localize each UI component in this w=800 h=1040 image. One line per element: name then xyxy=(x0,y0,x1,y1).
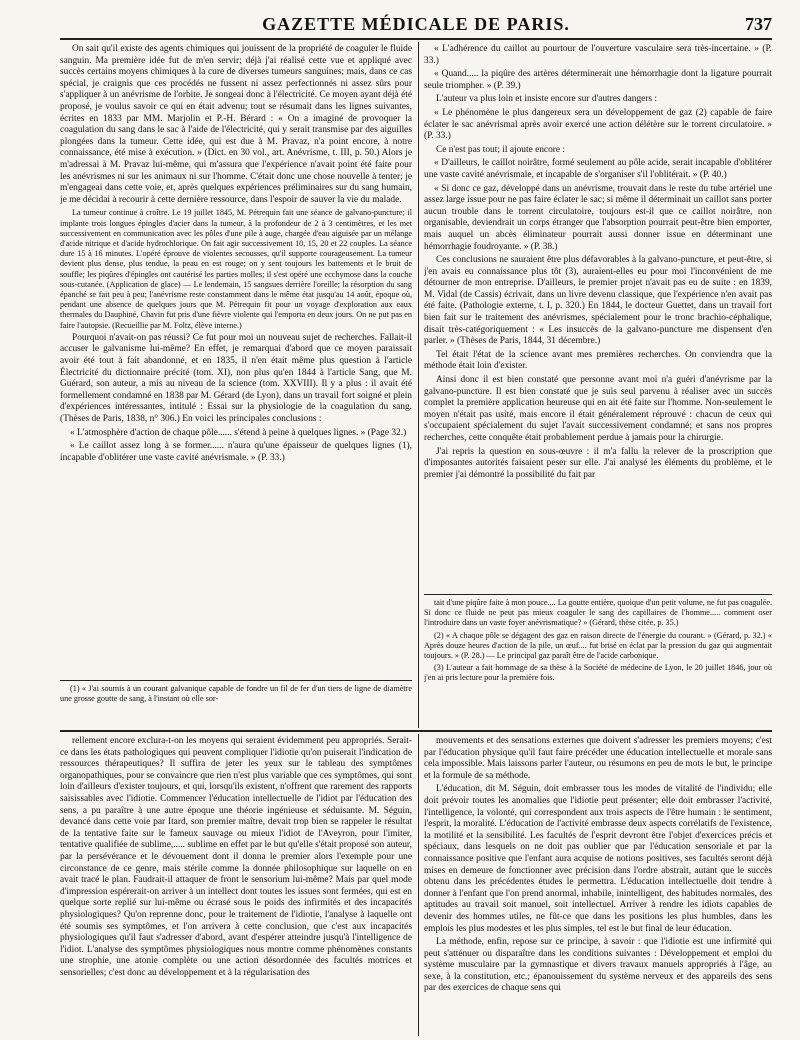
lower-right-column xyxy=(424,736,772,1036)
footnote: (3) L'auteur a fait hommage de sa thèse à la Société de médecine de Lyon, le 20 juillet 1846, jour où j'en ai pris lecture pour la première fois. xyxy=(424,663,772,683)
section-rule xyxy=(60,730,772,732)
upper-right-column xyxy=(424,44,772,590)
page-number: 737 xyxy=(745,14,772,34)
paragraph: L'auteur va plus loin et insiste encore sur d'autres dangers : xyxy=(436,94,658,105)
lower-left-column xyxy=(60,736,412,1036)
column-divider xyxy=(418,42,419,728)
footnote: tait d'une piqûre faite à mon pouce.... La goutte entière, quoique d'un petit volume, ne fut pas coagulée. Si donc ce fluide ne peut pas mieux coaguler le sang des capillaires de l'homme..... comment oser l'introduire dans un vaste foyer anévrismatique? » (Gérard, thèse citée, p. 35.) xyxy=(424,598,772,628)
footnote-rule xyxy=(60,680,412,681)
footnote-rule xyxy=(424,594,772,595)
paragraph: Ces conclusions ne sauraient être plus défavorables à la galvano-puncture, et peut-être, si j'en avais eu connaissance plus tôt (3), auraient-elles eu pour moi l'inconvénient de me détourner de mon entreprise. D'ailleurs, le premier projet n'avait pas eu de suite : en 1839, M. Vidal (de Cassis) écrivait, dans un livre devenu classique, que l'expérience n'en avait pas été faite. (Pathologie externe, t. I, p. 320.) En 1844, le docteur Guettet, dans un travail fort bien fait sur le traitement des anévrismes, spécialement pour le tronc brachio-céphalique, disait très-catégoriquement : « Les insuccès de la galvano-puncture me dispensent d'en parler. » (Thèses de Paris, 1844, 31 décembre.) xyxy=(424,255,772,347)
quotation: « L'adhérence du caillot au pourtour de l'ouverture vasculaire sera très-incertaine. » (P. 33.) xyxy=(424,44,772,66)
page-header xyxy=(60,14,772,40)
paragraph: Tel était l'état de la science avant mes premières recherches. On conviendra que la méthode était loin d'exister. xyxy=(424,349,772,372)
paragraph: Ce n'est pas tout; il ajoute encore : xyxy=(436,144,565,155)
footnotes-right xyxy=(424,598,772,726)
quotation: « Si donc ce gaz, développé dans un anévrisme, trouvait dans le reste du tube artériel une assez large issue pour ne pas faire éclater le sac; si même il déterminait un caillot sans porter aucun trouble dans le torrent circulatoire, toujours est-il que ce caillot noirâtre, non organisable, deviendrait un corps étranger que l'absorption pourrait peut-être bien emporter, mais auquel un abcès éliminateur pourrait aussi donner issue en déterminant une hémorrhagie foudroyante. » (P. 38.) xyxy=(424,183,772,252)
running-title: GAZETTE MÉDICALE DE PARIS. xyxy=(262,14,570,34)
quotation: « Le phénomène le plus dangereux sera un développement de gaz (2) capable de faire éclater le sac anévrismal après avoir exercé une action délétère sur le torrent circulatoire. » (P. 33.) xyxy=(424,107,772,142)
case-report: La tumeur continue à croître. Le 19 juillet 1845, M. Pétrequin fait une séance de galvano-puncture; il implante trois longues épingles d'acier dans la tumeur, à la profondeur de 2 à 3 centimètres, et les met successivement en communication avec les pôles d'une pile à auge, chargée d'eau aiguisée par un mélange d'acide nitrique et d'acide hydrochlorique. On fait agir successivement 10, 15, 20 et 22 couples. La séance dure 15 à 16 minutes. L'opéré éprouve de violentes secousses, qu'il supporte courageusement. La tumeur devient plus dense, plus tendue, la peau en est rouge; on y sent toujours les battements et le bruit de souffle; les piqûres d'épingles ont cautérisé les parties molles; il s'est opéré une ecchymose dans la couche sous-cutanée. (Application de glace) — Le lendemain, 15 sangsues derrière l'oreille; la résorption du sang épanché se fait peu à peu; l'anévrisme reste constamment dans le même état jusqu'au 14 août, époque où, pendant une absence de quelques jours que M. Pétrequin fit pour un voyage d'exploration aux eaux thermales du Dauphiné, Chavin fut pris d'une fièvre violente qui l'emporta en deux jours. On ne put pas en faire l'autopsie. (Recueillie par M. Foltz, élève interne.) xyxy=(60,208,412,330)
paragraph: J'ai repris la question en sous-œuvre : il m'a fallu la relever de la proscription que d'imposantes autorités faisaient peser sur elle. J'ai analysé les éléments du problème, et le premier j'ai démontré la possibilité du fait par xyxy=(424,446,772,480)
footnote: (2) « A chaque pôle se dégagent des gaz en raison directe de l'énergie du courant. » (Gérard, p. 32.) « Après douze heures d'action de la pile, un œuf.... fut brisé en éclat par la pression du gaz qui augmentait toujours. » (P. 28.) — Le principal gaz paraît être de l'acide carbonique. xyxy=(424,630,772,661)
quotation: « Le caillot assez long à se former...... n'aura qu'une épaisseur de quelques lignes (1), incapable d'oblitérer une vaste cavité anévrismale. » (P. 33.) xyxy=(60,441,412,463)
header-rule xyxy=(60,38,772,40)
paragraph: La méthode, enfin, repose sur ce principe, à savoir : que l'idiotie est une infirmité qui peut s'atténuer ou disparaître dans les conditions suivantes : Développement et emploi du système musculaire par la gymnastique et divers travaux manuels appropriés à l'âge, au sexe, à la constitution, etc.; épanouissement du système nerveux et des appareils des sens par des exercices de chaque sens qui xyxy=(424,937,772,994)
paragraph: Pourquoi n'avait-on pas réussi? Ce fut pour moi un nouveau sujet de recherches. Fallait-il accuser le galvanisme lui-même? En effet, je remarquai d'abord que ce moyen paraissait avoir été tout à fait abandonné, et en 1835, il n'en était même plus question à l'article Électricité du dictionnaire précité (tom. XI), non plus qu'en 1844 à l'article Sang, que M. Guérard, son auteur, a mis au niveau de la science (tom. XXVIII). Il y a plus : il avait été formellement condamné en 1838 par M. Gérard (de Lyon), dans un travail fort soigné et plein d'expériences intéressantes, intitulé : Essai sur la physiologie de la coagulation du sang. (Thèses de Paris, 1838, n° 306.) En voici les principales conclusions : xyxy=(60,332,412,424)
paragraph: On sait qu'il existe des agents chimiques qui jouissent de la propriété de coaguler le fluide sanguin. Ma première idée fut de m'en servir; déjà j'ai réalisé cette vue et appliqué avec succès certains moyens chimiques à la cure de diverses tumeurs sanguines; mais, dans ce cas spécial, je craignis que ces procédés ne fussent ni assez perfectionnés ni assez sûrs pour s'appliquer à un anévrisme de l'orbite. Je songeai donc à l'électricité. Ce moyen ayant déjà été proposé, je voulus savoir ce qui en était advenu; tout se résumait dans les lignes suivantes, écrites en 1833 par MM. Marjolin et P.-H. Bérard : « On a imaginé de provoquer la coagulation du sang dans le sac à l'aide de l'électricité, qui y serait transmise par des aiguilles plongées dans la tumeur. Cette idée, qui est due à M. Pravaz, n'a point encore, à notre connaissance, été mise à exécution. » (Dict. en 30 vol., art. Anévrisme, t. III, p. 50.) Alors je m'adressai à M. Pravaz lui-même, qui m'assura que l'expérience n'avait point été faite pour les anévrismes ni sur les animaux ni sur l'homme. C'était donc une chose nouvelle à tenter; je m'engageai dans cette voie, et, après quelques expériences préliminaires sur du sang humain, je me décidai à recourir à cette dernière ressource, dans l'espoir de sauver la vie du malade. xyxy=(60,44,412,205)
footnote: (1) « J'ai soumis à un courant galvanique capable de fondre un fil de fer d'un tiers de ligne de diamètre une grosse goutte de sang, à l'instant où elle sor- xyxy=(60,684,412,704)
paragraph: Ainsi donc il est bien constaté que personne avant moi n'a guéri d'anévrisme par la galvano-puncture. Il est bien constaté que je suis seul parvenu à réaliser avec un succès complet la première application heureuse qui en ait été faite sur l'homme. Non-seulement le moyen n'était pas usité, mais encore il était généralement réprouvé : chacun de ceux qui s'occupaient spécialement du sujet l'avait successivement condamné; et sans nos propres recherches, cette conquête était probablement perdue à jamais pour la chirurgie. xyxy=(424,375,772,443)
quotation: « Quand..... la piqûre des artères déterminerait une hémorrhagie dont la ligature pourrait seule triompher. » (P. 39.) xyxy=(424,69,772,91)
column-divider xyxy=(418,734,419,1036)
quotation: « L'atmosphère d'action de chaque pôle...... s'étend à peine à quelques lignes. » (Page 32.) xyxy=(70,427,407,438)
footnotes-left xyxy=(60,684,412,726)
paragraph: mouvements et des sensations externes que doivent s'adresser les premiers moyens; c'est par l'éducation physique qu'il faut faire précéder une éducation intellectuelle et morale sans cela impossible. Mais laissons parler l'auteur, ou résumons en peu de mots le but, le principe et la formule de sa méthode. xyxy=(424,736,772,781)
paragraph: rellement encore exclura-t-on les moyens qui seraient évidemment peu appropriés. Serait-ce dans les états pathologiques qui peuvent compliquer l'idiotie qu'on puiserait l'indication de ressources thérapeutiques? Il suffira de jeter les yeux sur le tableau des symptômes organopathiques, pour se convaincre que rien n'est plus variable que ces symptômes, qui sont loin d'ailleurs d'exister toujours, et qui, lorsqu'ils existent, n'offrent que rarement des rapports saisissables avec l'idiotie. Commencer l'éducation intellectuelle de l'idiot par l'éducation des sens, a pu paraître à une autre époque une théorie ingénieuse et séduisante. M. Séguin, devancé dans cette voie par Itard, son premier maître, devait trop bien se rappeler le résultat de la tentative faite sur le fameux sauvage ou mieux l'idiot de l'Aveyron, pour l'imiter, tentative qualifiée de sublime,..... sublime en effet par le but qu'elle s'était proposé son auteur, par la persévérance et le dévouement dont il donna le premier alors l'exemple pour une circonstance de ce genre, mais stérile comme la donnée philosophique sur laquelle on en avait tracé le plan. Faudrait-il attaquer de front le sensorium lui-même? Mais par quel mode d'impression espérerait-on arriver à un intellect dont toutes les issues sont fermées, qui est en quelque sorte replié sur lui-même ou écrasé sous le poids des infirmités et des incapacités physiologiques? Qu'on reprenne donc, pour le traitement de l'idiotie, l'analyse à laquelle ont été soumis ses symptômes, et l'on arrivera à cette conclusion, que c'est aux incapacités physiologiques qu'il faut s'adresser d'abord, avant d'espérer atteindre jusqu'à l'intelligence de l'idiot. L'analyse des symptômes physiologiques nous montre comme phénomènes constants une strophie, une atonie complète ou une action désordonnée des facultés motrices et sensorielles; c'est donc au développement et à la régularisation des xyxy=(60,736,412,978)
paragraph: L'éducation, dit M. Séguin, doit embrasser tous les modes de vitalité de l'individu; elle doit prévoir toutes les anomalies que l'idiotie peut présenter; elle doit embrasser l'activité, l'intelligence, la volonté, qui correspondent aux trois aspects de l'être humain : le sentiment, l'esprit, la moralité. L'éducation de l'activité embrasse deux aspects corrélatifs de l'existence, la motilité et la sensibilité. Les facultés de l'esprit devront être l'objet d'exercices précis et spéciaux, dans lesquels on ne doit pas oublier que par l'éducation sensoriale et par la connaissance positive que l'enfant aura acquise de notions positives, ses facultés seront déjà mises en demeure de fonctionner avec précision dans l'ordre abstrait, autant que le succès obtenu dans les précédentes études le permettra. L'éducation intellectuelle doit tendre à donner à l'enfant que l'on prend anormal, inhabile, inintelligent, des habitudes normales, des aptitudes au travail soit manuel, soit intellectuel. Arriver à rendre les idiots capables de devenir des hommes utiles, ne fût-ce que dans les positions les plus humbles, dans les emplois les plus modestes et les plus simples, tel est le but final de leur éducation. xyxy=(424,784,772,934)
upper-left-column xyxy=(60,44,412,676)
quotation: « D'ailleurs, le caillot noirâtre, formé seulement au pôle acide, serait incapable d'oblitérer une vaste cavité anévrismale, et incapable de s'organiser s'il l'oblitérait. » (P. 40.) xyxy=(424,158,772,180)
